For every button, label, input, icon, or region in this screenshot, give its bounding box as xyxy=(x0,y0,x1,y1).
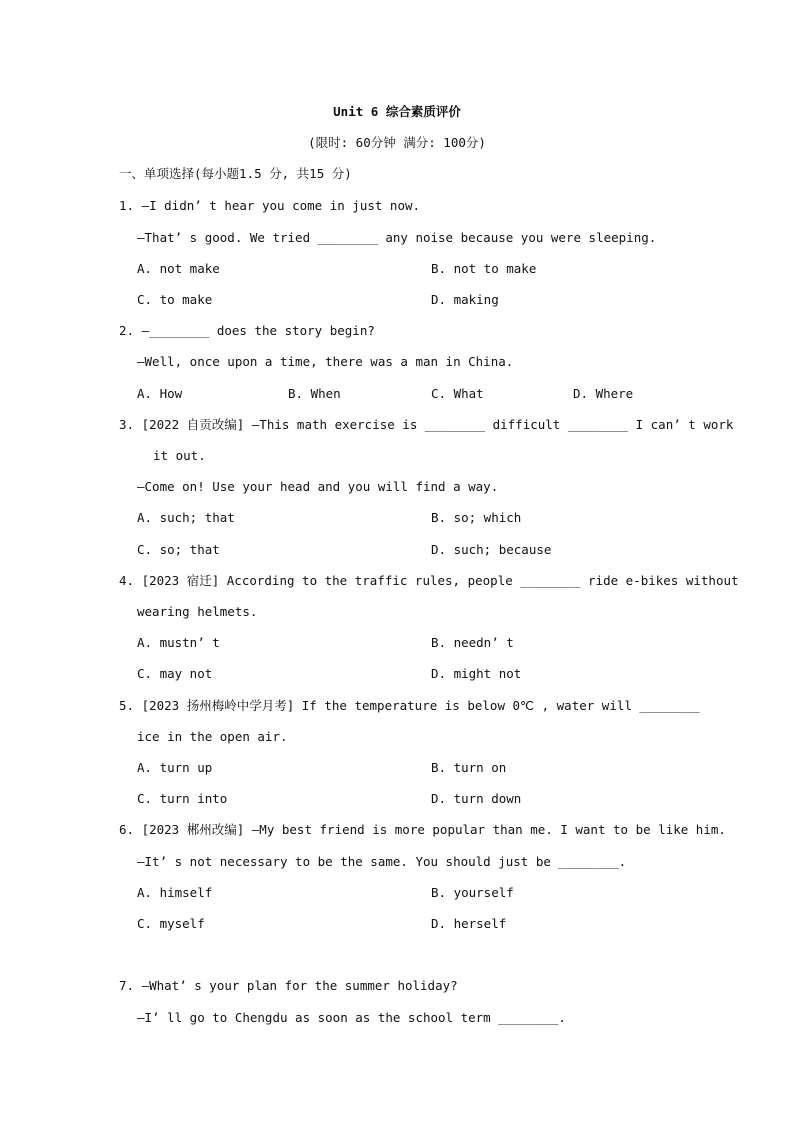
question-1-option-a[interactable]: A. not make xyxy=(137,261,220,276)
question-6-stem: 6. [2023 郴州改编] —My best friend is more popular than me. I want to be like him. xyxy=(119,822,726,837)
question-4-stem-cont: wearing helmets. xyxy=(137,604,258,619)
question-4-option-a[interactable]: A. mustn’ t xyxy=(137,635,220,650)
question-4-option-c[interactable]: C. may not xyxy=(137,666,213,681)
question-1-option-d[interactable]: D. making xyxy=(431,292,499,307)
question-2-stem: 2. —________ does the story begin? xyxy=(119,323,375,338)
question-3-stem-cont: it out. xyxy=(153,448,206,463)
question-2-option-b[interactable]: B. When xyxy=(288,386,341,401)
question-5-stem: 5. [2023 扬州梅岭中学月考] If the temperature is below 0℃ , water will ________ xyxy=(119,698,700,713)
question-6-dialogue: —It’ s not necessary to be the same. You should just be ________. xyxy=(137,854,627,869)
question-2-option-a[interactable]: A. How xyxy=(137,386,183,401)
question-3-option-c[interactable]: C. so; that xyxy=(137,542,220,557)
question-7-dialogue: —I’ ll go to Chengdu as soon as the school term ________. xyxy=(137,1010,566,1025)
question-1-stem: 1. —I didn’ t hear you come in just now. xyxy=(119,198,421,213)
question-3-dialogue: —Come on! Use your head and you will find a way. xyxy=(137,479,499,494)
question-1-option-b[interactable]: B. not to make xyxy=(431,261,537,276)
question-3-stem: 3. [2022 自贡改编] —This math exercise is ________ difficult ________ I can’ t work xyxy=(119,417,734,432)
question-3-option-a[interactable]: A. such; that xyxy=(137,510,235,525)
question-5-option-d[interactable]: D. turn down xyxy=(431,791,522,806)
question-1-option-c[interactable]: C. to make xyxy=(137,292,213,307)
question-2-option-d[interactable]: D. Where xyxy=(573,386,634,401)
question-6-option-d[interactable]: D. herself xyxy=(431,916,507,931)
question-5-option-b[interactable]: B. turn on xyxy=(431,760,507,775)
question-2-option-c[interactable]: C. What xyxy=(431,386,484,401)
section-heading: 一、单项选择(每小题1.5 分, 共15 分) xyxy=(119,166,352,181)
question-5-option-a[interactable]: A. turn up xyxy=(137,760,213,775)
page-subtitle: (限时: 60分钟 满分: 100分) xyxy=(308,135,486,150)
question-2-dialogue: —Well, once upon a time, there was a man in China. xyxy=(137,354,514,369)
question-4-stem: 4. [2023 宿迁] According to the traffic rules, people ________ ride e-bikes without xyxy=(119,573,739,588)
question-5-option-c[interactable]: C. turn into xyxy=(137,791,228,806)
page-title: Unit 6 综合素质评价 xyxy=(333,104,461,119)
question-6-option-b[interactable]: B. yourself xyxy=(431,885,514,900)
question-1-dialogue: —That’ s good. We tried ________ any noise because you were sleeping. xyxy=(137,230,657,245)
question-5-stem-cont: ice in the open air. xyxy=(137,729,288,744)
question-3-option-b[interactable]: B. so; which xyxy=(431,510,522,525)
question-7-stem: 7. —What’ s your plan for the summer holiday? xyxy=(119,978,458,993)
question-6-option-a[interactable]: A. himself xyxy=(137,885,213,900)
question-4-option-b[interactable]: B. needn’ t xyxy=(431,635,514,650)
question-3-option-d[interactable]: D. such; because xyxy=(431,542,552,557)
question-6-option-c[interactable]: C. myself xyxy=(137,916,205,931)
question-4-option-d[interactable]: D. might not xyxy=(431,666,522,681)
